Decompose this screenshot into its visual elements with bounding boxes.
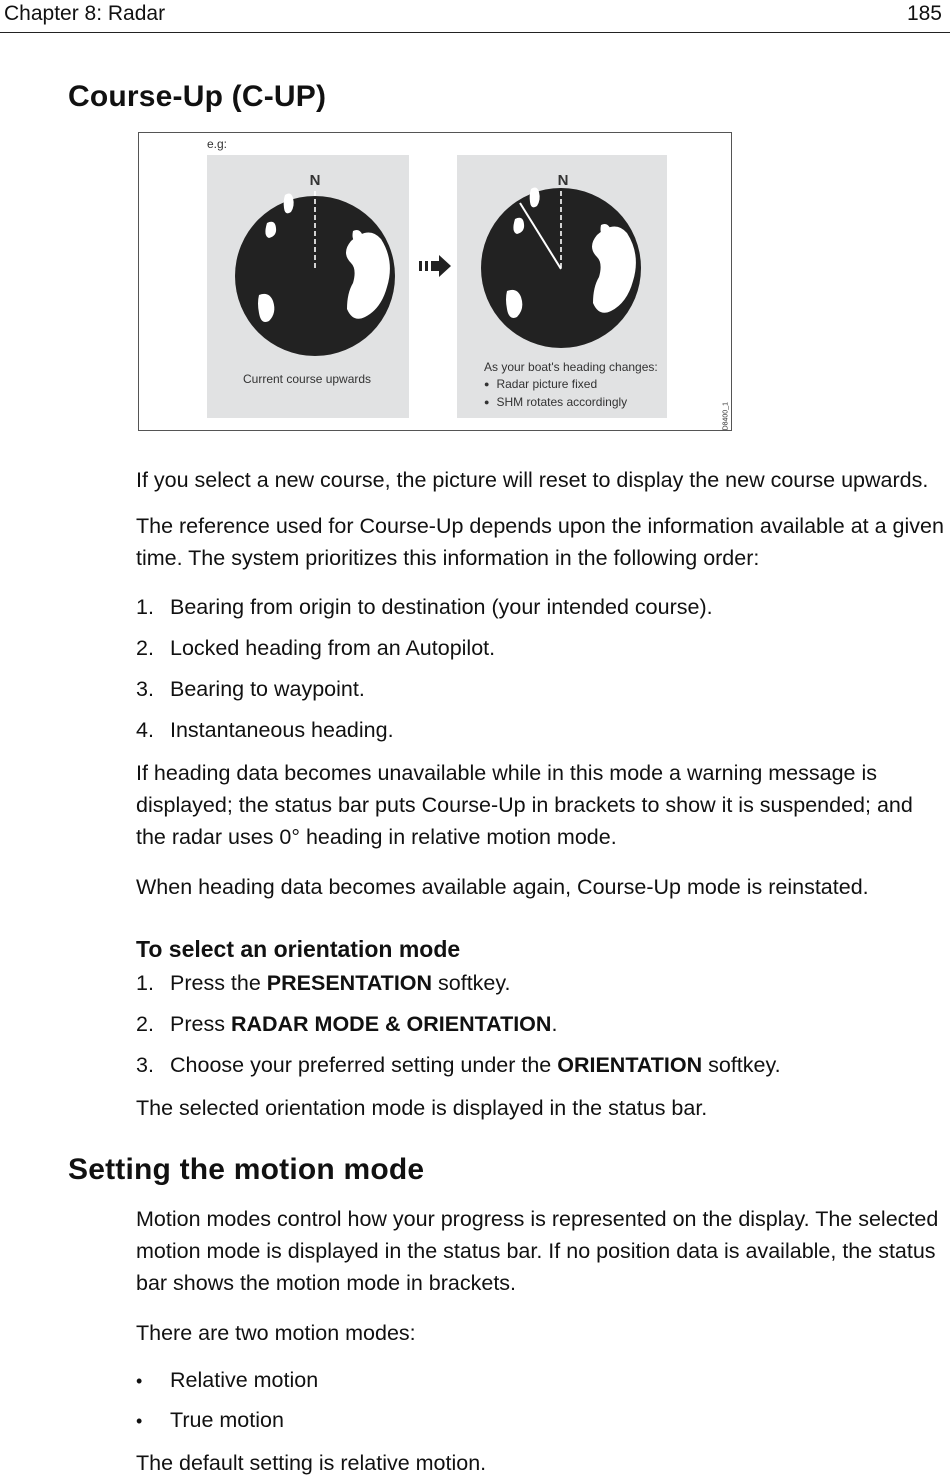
step-item [136,1049,948,1081]
step-number: 2. [136,1012,154,1036]
list-text: Bearing to waypoint. [170,677,365,701]
bullet-icon: • [136,1411,143,1431]
left-north-label: N [309,172,321,189]
figure-eg-label: e.g: [207,137,228,151]
list-number: 1. [136,595,154,619]
right-caption-list [484,376,627,412]
step-number: 1. [136,971,154,995]
step-number: 3. [136,1053,154,1077]
step-text: softkey. [432,971,511,995]
procedure-title: To select an orientation mode [136,936,461,962]
list-item [136,591,948,623]
list-text: Locked heading from an Autopilot. [170,636,496,660]
paragraph: If you select a new course, the picture will reset to display the new course upwards. [136,468,929,492]
list-item [136,632,948,664]
chapter-title: Chapter 8: Radar [4,2,166,25]
section-title-course-up: Course-Up (C-UP) [68,80,327,113]
paragraph: Motion modes control how your progress is represented on the display. The selected motion mode is displayed in the status bar. If no position data is available, the status bar shows the motion mode in brackets. [136,1207,939,1295]
step-text: . [551,1012,558,1036]
caption-bullet: ● SHM rotates accordingly [484,394,627,412]
right-caption: As your boat's heading changes: [484,360,658,374]
list-text: Bearing from origin to destination (your intended course). [170,595,713,619]
paragraph: There are two motion modes: [136,1321,416,1345]
radar-illustration [139,133,731,430]
bullet-item [136,1404,948,1437]
list-text: Instantaneous heading. [170,718,394,742]
step-text: Press [170,1012,231,1036]
course-up-figure [138,132,732,431]
paragraph: The default setting is relative motion. [136,1451,487,1475]
caption-bullet: ● Radar picture fixed [484,376,627,394]
section-title-motion-mode: Setting the motion mode [68,1153,425,1186]
step-item [136,967,948,999]
bullet-item [136,1364,948,1397]
figure-code: D8400_1 [722,402,729,431]
page-header [0,0,950,33]
list-number: 4. [136,718,154,742]
step-text: softkey. [702,1053,781,1077]
list-number: 2. [136,636,154,660]
bullet-text: True motion [170,1408,284,1432]
page-number: 185 [906,2,942,25]
right-north-label: N [557,172,569,189]
paragraph: When heading data becomes available again, Course-Up mode is reinstated. [136,875,869,899]
list-item [136,714,948,746]
transition-arrow-icon [419,255,451,277]
bullet-text: Relative motion [170,1368,319,1392]
paragraph: The selected orientation mode is displayed in the status bar. [136,1096,708,1120]
paragraph: The reference used for Course-Up depends upon the information available at a given time. The system prioritizes this information in the following order: [136,514,944,570]
paragraph: If heading data becomes unavailable while in this mode a warning message is displayed; the status bar puts Course-Up in brackets to show it is suspended; and the radar uses 0° heading in relative motion mode. [136,761,913,849]
softkey-label: RADAR MODE & ORIENTATION [230,1012,552,1036]
step-text: Choose your preferred setting under the [170,1053,558,1077]
step-item [136,1008,948,1040]
bullet-icon: • [136,1371,143,1391]
step-text: Press the [170,971,267,995]
list-number: 3. [136,677,154,701]
softkey-label: PRESENTATION [266,971,433,995]
softkey-label: ORIENTATION [557,1053,703,1077]
left-caption: Current course upwards [243,372,372,386]
list-item [136,673,948,705]
